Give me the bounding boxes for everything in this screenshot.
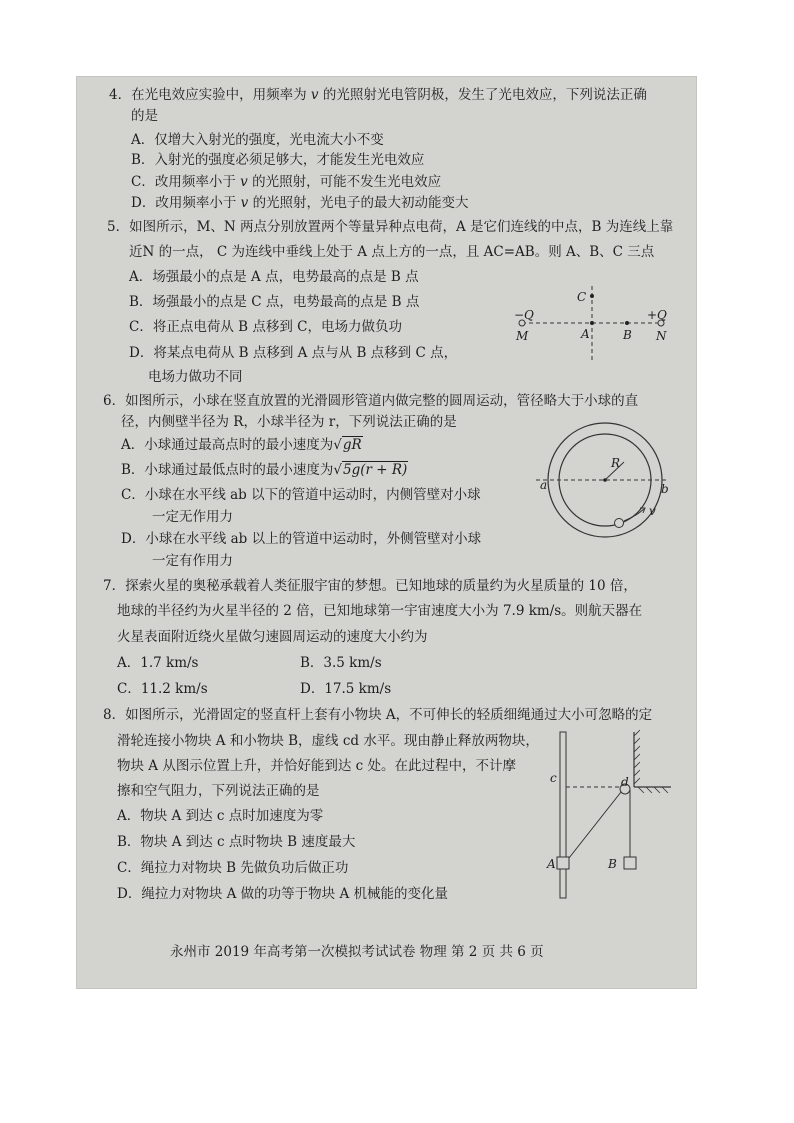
- q4-stem-line1: 4．在光电效应实验中，用频率为 v 的光照射光电管阴极，发生了光电效应，下列说法正确: [109, 87, 647, 103]
- q5-label-b: B: [623, 328, 632, 342]
- q6-option-a: A．小球通过最高点时的最小速度为√gR: [121, 437, 362, 453]
- q5-point-a: [590, 321, 594, 325]
- q8-label-b: B: [608, 857, 617, 871]
- q5-label-c: C: [577, 290, 587, 304]
- q8-pulley-diagram: [536, 730, 676, 900]
- q5-option-b: B．场强最小的点是 C 点，电势最高的点是 B 点: [129, 294, 420, 310]
- q4-option-a: A．仅增大入射光的强度，光电流大小不变: [131, 132, 384, 148]
- q8-option-d: D．绳拉力对物块 A 做的功等于物块 A 机械能的变化量: [117, 886, 448, 902]
- q7-option-a: A．1.7 km/s: [117, 655, 199, 671]
- q6-tube-diagram: [536, 424, 676, 549]
- q7-option-b: B．3.5 km/s: [300, 655, 382, 671]
- q5-label-m: M: [516, 329, 529, 343]
- q8-label-a: A: [547, 857, 556, 871]
- q6-center-point: [603, 478, 607, 482]
- q8-label-c: c: [550, 771, 557, 785]
- q8-wall-hatching: [634, 730, 640, 784]
- q7-stem-line3: 火星表面附近绕火星做匀速圆周运动的速度大小约为: [117, 629, 428, 645]
- q4-stem-line2: 的是: [131, 108, 158, 124]
- q6-option-b: B．小球通过最低点时的最小速度为√5g(r + R): [121, 462, 408, 478]
- q6-label-a: a: [540, 478, 548, 492]
- q5-point-b: [625, 321, 629, 325]
- q5-option-d-line2: 电场力做功不同: [148, 369, 243, 385]
- exam-page: [76, 76, 697, 989]
- q6-stem-line1: 6．如图所示，小球在竖直放置的光滑圆形管道内做完整的圆周运动，管径略大于小球的直: [103, 393, 639, 409]
- q7-option-d: D．17.5 km/s: [300, 681, 392, 697]
- q6-label-v: v: [649, 504, 656, 518]
- q4-option-d: D．改用频率小于 v 的光照射，光电子的最大初动能变大: [131, 195, 469, 211]
- q4-option-b: B．入射光的强度必须足够大，才能发生光电效应: [131, 152, 425, 168]
- q8-stem-line4: 擦和空气阻力，下列说法正确的是: [117, 783, 320, 799]
- q5-stem-line1: 5．如图所示，M、N 两点分别放置两个等量异种点电荷，A 是它们连线的中点，B 为连线上靠: [107, 219, 674, 235]
- q6-option-c-line1: C．小球在水平线 ab 以下的管道中运动时，内侧管壁对小球: [121, 487, 481, 503]
- q4-option-c: C．改用频率小于 v 的光照射，可能不发生光电效应: [131, 174, 442, 190]
- q7-option-c: C．11.2 km/s: [117, 681, 208, 697]
- q7-stem-line2: 地球的半径约为火星半径的 2 倍，已知地球第一宇宙速度大小为 7.9 km/s。则航天器在: [117, 603, 643, 619]
- q7-stem-line1: 7．探索火星的奥秘承载着人类征服宇宙的梦想。已知地球的质量约为火星质量的 10 倍，: [103, 578, 637, 594]
- q5-option-a: A．场强最小的点是 A 点，电势最高的点是 B 点: [129, 269, 419, 285]
- q8-vertical-rod: [560, 732, 566, 898]
- q5-label-pos-q: +Q: [647, 308, 667, 322]
- q8-stem-line3: 物块 A 从图示位置上升，并恰好能到达 c 处。在此过程中，不计摩: [117, 758, 516, 774]
- q8-stem-line2: 滑轮连接小物块 A 和小物块 B，虚线 cd 水平。现由静止释放两物块，: [117, 733, 539, 749]
- q8-option-a: A．物块 A 到达 c 点时加速度为零: [117, 808, 324, 824]
- q6-option-c-line2: 一定无作用力: [152, 509, 233, 525]
- q8-block-b: [624, 857, 636, 869]
- q8-stem-line1: 8．如图所示，光滑固定的竖直杆上套有小物块 A，不可伸长的轻质细绳通过大小可忽略的定: [103, 707, 653, 723]
- q8-block-a: [557, 857, 569, 869]
- q5-label-n: N: [656, 329, 667, 343]
- q5-option-d-line1: D．将某点电荷从 B 点移到 A 点与从 B 点移到 C 点，: [129, 345, 458, 361]
- q8-label-d: d: [621, 775, 629, 789]
- page-footer: 永州市 2019 年高考第一次模拟考试试卷 物理 第 2 页 共 6 页: [170, 944, 544, 960]
- q6-option-d-line2: 一定有作用力: [152, 553, 233, 569]
- q5-option-c: C．将正点电荷从 B 点移到 C，电场力做负功: [129, 319, 402, 335]
- q6-option-d-line1: D．小球在水平线 ab 以上的管道中运动时，外侧管壁对小球: [121, 531, 482, 547]
- q6-label-b: b: [661, 482, 669, 496]
- q8-ceiling-hatching: [638, 787, 668, 793]
- q5-point-c: [590, 294, 594, 298]
- q6-ball: [615, 519, 624, 528]
- q8-option-b: B．物块 A 到达 c 点时物块 B 速度最大: [117, 834, 356, 850]
- q5-stem-line2: 近N 的一点， C 为连线中垂线上处于 A 点上方的一点，且 AC=AB。则 A、B、C 三点: [129, 244, 655, 260]
- q5-label-neg-q: −Q: [514, 308, 534, 322]
- q8-rope-to-a: [569, 792, 621, 858]
- q8-option-c: C．绳拉力对物块 B 先做负功后做正功: [117, 860, 349, 876]
- q6-label-r: R: [611, 456, 621, 470]
- q5-charge-diagram: [506, 281, 676, 366]
- q6-stem-line2: 径，内侧壁半径为 R，小球半径为 r，下列说法正确的是: [121, 414, 457, 430]
- q5-label-a: A: [581, 327, 590, 341]
